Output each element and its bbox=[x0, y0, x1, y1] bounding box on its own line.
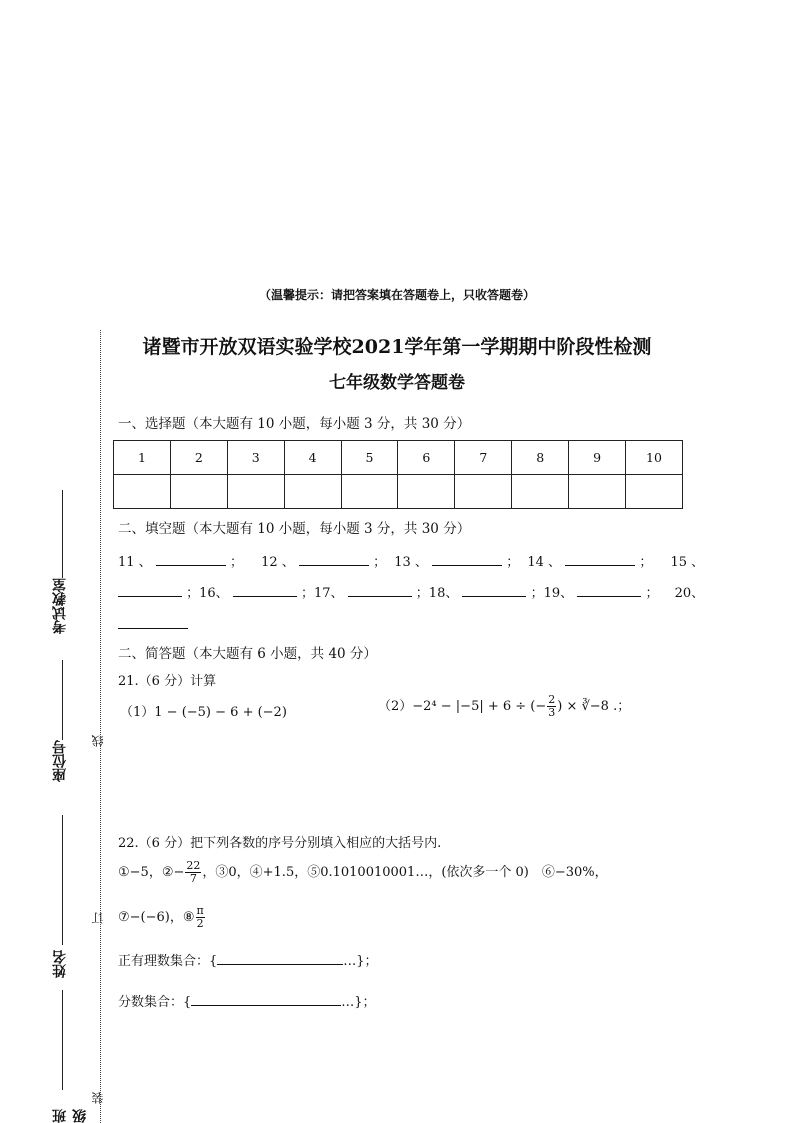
answer-blank[interactable] bbox=[118, 584, 182, 597]
binding-mark-zhuang: 装 bbox=[91, 1092, 105, 1104]
positive-rational-set bbox=[118, 950, 378, 969]
answer-cell[interactable] bbox=[114, 475, 171, 509]
q22-nums-a: ①−5，②− bbox=[118, 865, 185, 880]
blank-label: 11 、 bbox=[118, 555, 152, 570]
answer-blank[interactable] bbox=[432, 553, 502, 566]
section3-heading: 二、简答题（本大题有 6 小题，共 40 分） bbox=[118, 646, 377, 662]
answer-cell[interactable] bbox=[398, 475, 455, 509]
seat-label: 座位号 bbox=[52, 740, 68, 782]
answer-cell[interactable] bbox=[512, 475, 569, 509]
q21-part2 bbox=[378, 694, 630, 719]
blank-label: ；17、 bbox=[300, 586, 344, 601]
fraction-numerator: π bbox=[196, 904, 204, 917]
fraction bbox=[547, 694, 556, 719]
q22-nums-c: ⑦−(−6)，⑧ bbox=[118, 910, 195, 925]
binding-mark-ding: 订 bbox=[91, 912, 105, 924]
question-number: 4 bbox=[284, 441, 341, 475]
answer-tip: （温馨提示：请把答案填在答题卷上，只收答题卷） bbox=[258, 288, 535, 302]
set-end: …}； bbox=[341, 995, 376, 1010]
answer-cell[interactable] bbox=[626, 475, 683, 509]
blank-label: 12 、 bbox=[261, 555, 295, 570]
table-row bbox=[114, 441, 683, 475]
question-number: 8 bbox=[512, 441, 569, 475]
q21-part2-pre: （2）−2⁴ − |−5| + 6 ÷ (− bbox=[378, 699, 547, 714]
fraction-denominator: 7 bbox=[189, 872, 197, 885]
q22-numbers-line2 bbox=[118, 905, 206, 930]
fraction-set bbox=[118, 991, 376, 1010]
answer-cell[interactable] bbox=[284, 475, 341, 509]
name-line bbox=[62, 815, 63, 945]
fraction-denominator: 3 bbox=[548, 706, 556, 719]
question-number: 10 bbox=[626, 441, 683, 475]
exam-room-line bbox=[62, 490, 63, 578]
q21-title: 21.（6 分）计算 bbox=[118, 674, 217, 689]
question-number: 2 bbox=[170, 441, 227, 475]
question-number: 1 bbox=[114, 441, 171, 475]
page-title: 诸暨市开放双语实验学校2021学年第一学期期中阶段性检测 bbox=[142, 336, 652, 358]
fill-blank-row-3 bbox=[118, 614, 188, 633]
page-subtitle: 七年级数学答题卷 bbox=[329, 373, 465, 393]
set-label: 分数集合：{ bbox=[118, 995, 192, 1010]
fraction-numerator: 2 bbox=[548, 693, 556, 706]
answer-cell[interactable] bbox=[569, 475, 626, 509]
table-row bbox=[114, 475, 683, 509]
answer-cell[interactable] bbox=[341, 475, 398, 509]
blank-sep: ； bbox=[229, 555, 243, 570]
blank-label: 15 、 bbox=[670, 555, 705, 570]
q21-part2-post: ) × ∛−8 .； bbox=[557, 699, 631, 714]
answer-cell[interactable] bbox=[455, 475, 512, 509]
binding-mark-line: 线 bbox=[91, 735, 105, 747]
blank-label: 20、 bbox=[674, 586, 705, 601]
answer-blank[interactable] bbox=[348, 584, 412, 597]
binding-dotted-line bbox=[100, 330, 101, 1123]
blank-label: 14 、 bbox=[527, 555, 562, 570]
fill-blank-row-2 bbox=[118, 582, 704, 601]
fill-blank-row-1 bbox=[118, 551, 704, 570]
blank-label: ；18、 bbox=[415, 586, 459, 601]
answer-cell[interactable] bbox=[170, 475, 227, 509]
blank-label: ；19、 bbox=[530, 586, 574, 601]
question-number: 5 bbox=[341, 441, 398, 475]
section2-heading: 二、填空题（本大题有 10 小题，每小题 3 分，共 30 分） bbox=[118, 521, 471, 537]
seat-line bbox=[62, 660, 63, 740]
answer-blank[interactable] bbox=[217, 952, 343, 965]
answer-blank[interactable] bbox=[462, 584, 526, 597]
blank-label: ；16、 bbox=[186, 586, 229, 601]
blank-sep: ； bbox=[373, 555, 387, 570]
class-line bbox=[62, 990, 63, 1090]
section1-heading: 一、选择题（本大题有 10 小题，每小题 3 分，共 30 分） bbox=[118, 416, 471, 432]
q22-nums-b: ，③0，④+1.5，⑤0.1010010001…，(依次多一个 0) ⑥−30%， bbox=[202, 865, 608, 880]
name-label: 姓名 bbox=[52, 950, 68, 978]
q22-title: 22.（6 分）把下列各数的序号分别填入相应的大括号内. bbox=[118, 836, 442, 851]
answer-blank[interactable] bbox=[565, 553, 635, 566]
answer-blank[interactable] bbox=[233, 584, 297, 597]
fraction-numerator: 22 bbox=[186, 859, 201, 872]
blank-label: 13 、 bbox=[394, 555, 428, 570]
q21-part1: （1）1 − (−5) − 6 + (−2) bbox=[120, 705, 287, 720]
q22-numbers-line1 bbox=[118, 860, 608, 885]
question-number: 7 bbox=[455, 441, 512, 475]
fraction-denominator: 2 bbox=[196, 917, 204, 930]
set-end: …}； bbox=[343, 954, 378, 969]
answer-blank[interactable] bbox=[577, 584, 641, 597]
set-label: 正有理数集合：{ bbox=[118, 954, 218, 969]
exam-room-label: 考试教室 bbox=[52, 578, 68, 634]
blank-sep: ； bbox=[645, 586, 659, 601]
answer-blank[interactable] bbox=[156, 553, 226, 566]
answer-blank[interactable] bbox=[299, 553, 369, 566]
question-number: 3 bbox=[227, 441, 284, 475]
question-number: 9 bbox=[569, 441, 626, 475]
blank-sep: ； bbox=[506, 555, 520, 570]
choice-answer-table bbox=[113, 440, 683, 509]
fraction bbox=[185, 860, 201, 885]
answer-cell[interactable] bbox=[227, 475, 284, 509]
class-label: 班级 bbox=[52, 1109, 88, 1123]
fraction bbox=[196, 905, 205, 930]
answer-blank[interactable] bbox=[191, 993, 341, 1006]
answer-blank[interactable] bbox=[118, 616, 188, 629]
question-number: 6 bbox=[398, 441, 455, 475]
blank-sep: ； bbox=[639, 555, 653, 570]
